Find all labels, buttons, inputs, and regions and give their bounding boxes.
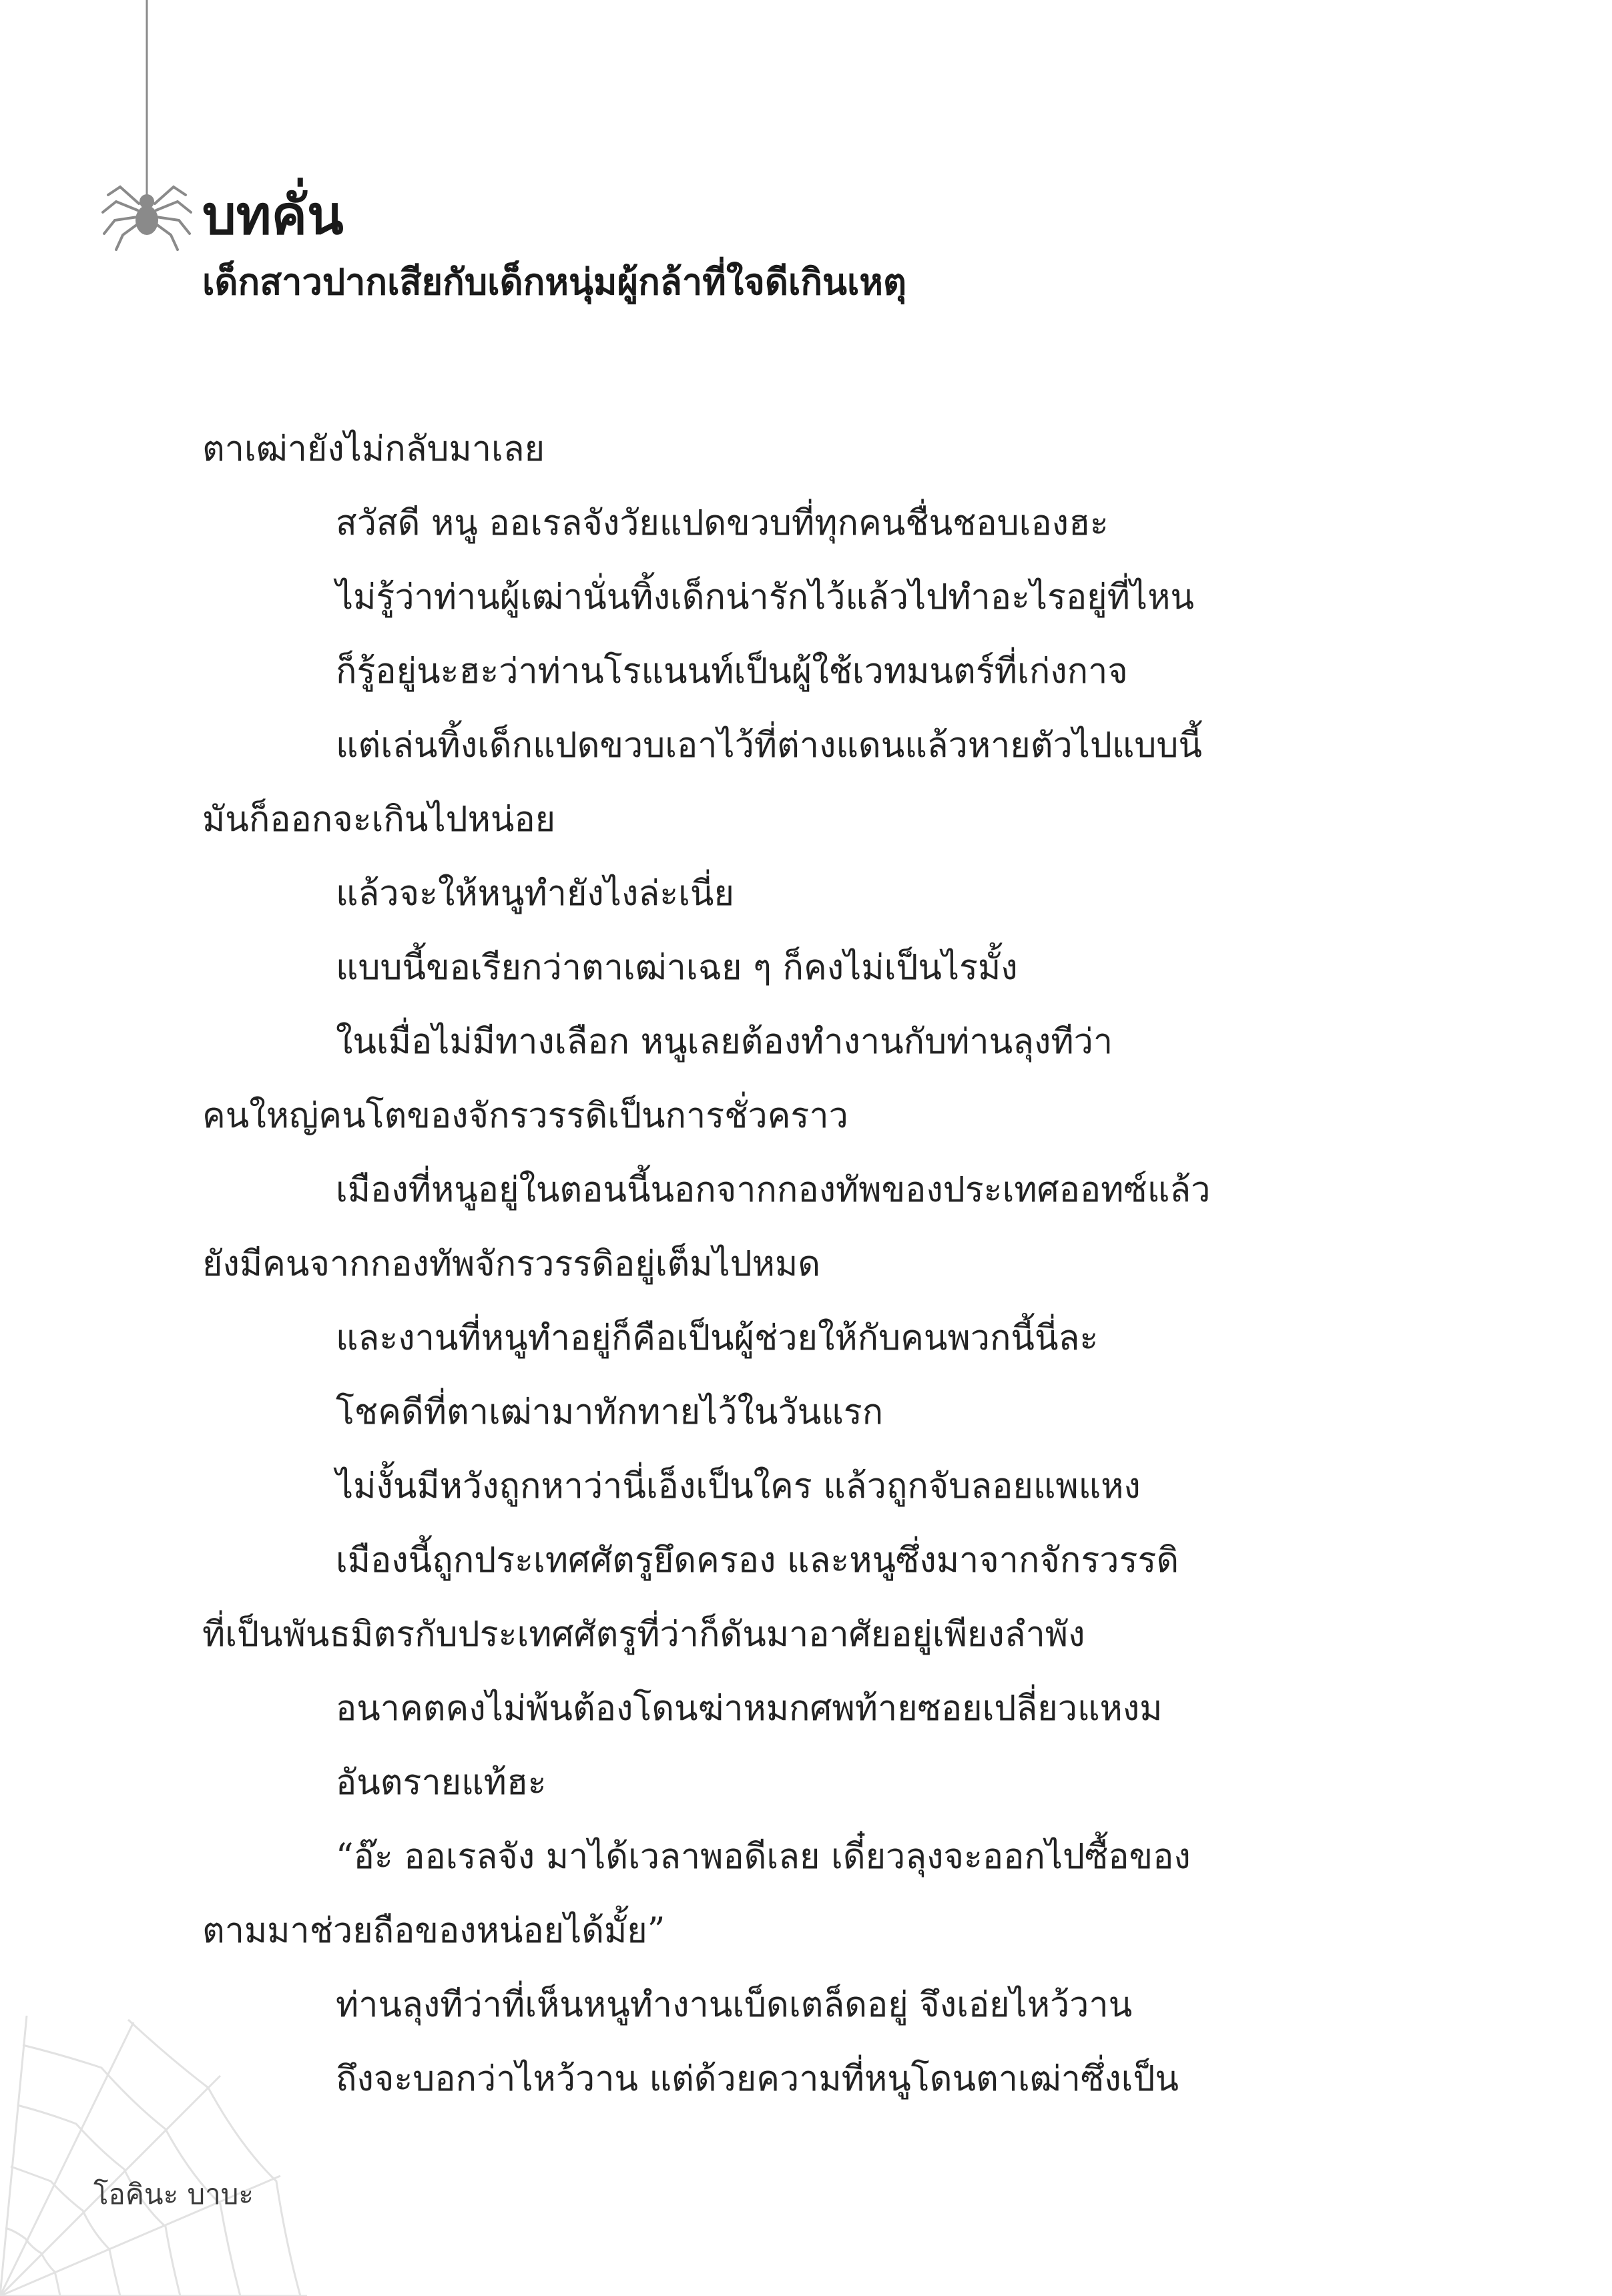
paragraph-line: สวัสดี หนู ออเรลจังวัยแปดขวบที่ทุกคนชื่นชอบเองฮะ — [336, 503, 1109, 543]
chapter-label: บทคั่น — [202, 184, 344, 246]
cobweb-icon — [0, 2016, 307, 2296]
paragraph-line: ยังมีคนจากกองทัพจักรวรรดิอยู่เต็มไปหมด — [202, 1244, 820, 1284]
body-text — [202, 412, 1410, 2116]
paragraph-line: แต่เล่นทิ้งเด็กแปดขวบเอาไว้ที่ต่างแดนแล้วหายตัวไปแบบนี้ — [336, 726, 1202, 766]
paragraph-line: โชคดีที่ตาเฒ่ามาทักทายไว้ในวันแรก — [336, 1392, 884, 1432]
paragraph-line: อนาคตคงไม่พ้นต้องโดนฆ่าหมกศพท้ายซอยเปลี่ยวแหงม — [336, 1689, 1163, 1729]
paragraph-line: ไม่งั้นมีหวังถูกหาว่านี่เอ็งเป็นใคร แล้วถูกจับลอยแพแหง — [336, 1466, 1141, 1506]
paragraph-line: ในเมื่อไม่มีทางเลือก หนูเลยต้องทำงานกับท่านลุงทีว่า — [336, 1022, 1113, 1062]
chapter-heading — [202, 179, 1537, 312]
paragraph-line: เมืองที่หนูอยู่ในตอนนี้นอกจากกองทัพของประเทศออทซ์แล้ว — [336, 1170, 1211, 1210]
paragraph-line: แบบนี้ขอเรียกว่าตาเฒ่าเฉย ๆ ก็คงไม่เป็นไรมั้ง — [336, 948, 1018, 988]
footer-author: โอคินะ บาบะ — [93, 2178, 254, 2211]
paragraph-line: ท่านลุงทีว่าที่เห็นหนูทำงานเบ็ดเตล็ดอยู่ จึงเอ่ยไหว้วาน — [336, 1985, 1133, 2025]
chapter-title: เด็กสาวปากเสียกับเด็กหนุ่มผู้กล้าที่ใจดีเกินเหตุ — [202, 261, 907, 303]
paragraph-line: ถึงจะบอกว่าไหว้วาน แต่ด้วยความที่หนูโดนตาเฒ่าซึ่งเป็น — [336, 2059, 1179, 2099]
paragraph-line: ไม่รู้ว่าท่านผู้เฒ่านั่นทิ้งเด็กน่ารักไว้แล้วไปทำอะไรอยู่ที่ไหน — [336, 577, 1194, 617]
paragraph-line: คนใหญ่คนโตของจักรวรรดิเป็นการชั่วคราว — [202, 1096, 848, 1136]
paragraph-line: “อ๊ะ ออเรลจัง มาได้เวลาพอดีเลย เดี๋ยวลุงจะออกไปซื้อของ — [336, 1837, 1191, 1877]
paragraph-line: ตาเฒ่ายังไม่กลับมาเลย — [202, 429, 545, 469]
paragraph-line: แล้วจะให้หนูทำยังไงล่ะเนี่ย — [336, 874, 734, 914]
paragraph-line: ก็รู้อยู่นะฮะว่าท่านโรแนนท์เป็นผู้ใช้เวทมนตร์ที่เก่งกาจ — [336, 651, 1128, 691]
paragraph-line: มันก็ออกจะเกินไปหน่อย — [202, 800, 556, 840]
paragraph-line: และงานที่หนูทำอยู่ก็คือเป็นผู้ช่วยให้กับคนพวกนี้นี่ละ — [336, 1318, 1099, 1358]
paragraph-line: อันตรายแท้ฮะ — [336, 1763, 547, 1803]
paragraph-line: ตามมาช่วยถือของหน่อยได้มั้ย” — [202, 1911, 665, 1951]
paragraph-line: เมืองนี้ถูกประเทศศัตรูยึดครอง และหนูซึ่งมาจากจักรวรรดิ — [336, 1540, 1179, 1581]
paragraph-line: ที่เป็นพันธมิตรกับประเทศศัตรูที่ว่าก็ดันมาอาศัยอยู่เพียงลำพัง — [202, 1615, 1085, 1655]
spider-icon — [100, 0, 194, 254]
